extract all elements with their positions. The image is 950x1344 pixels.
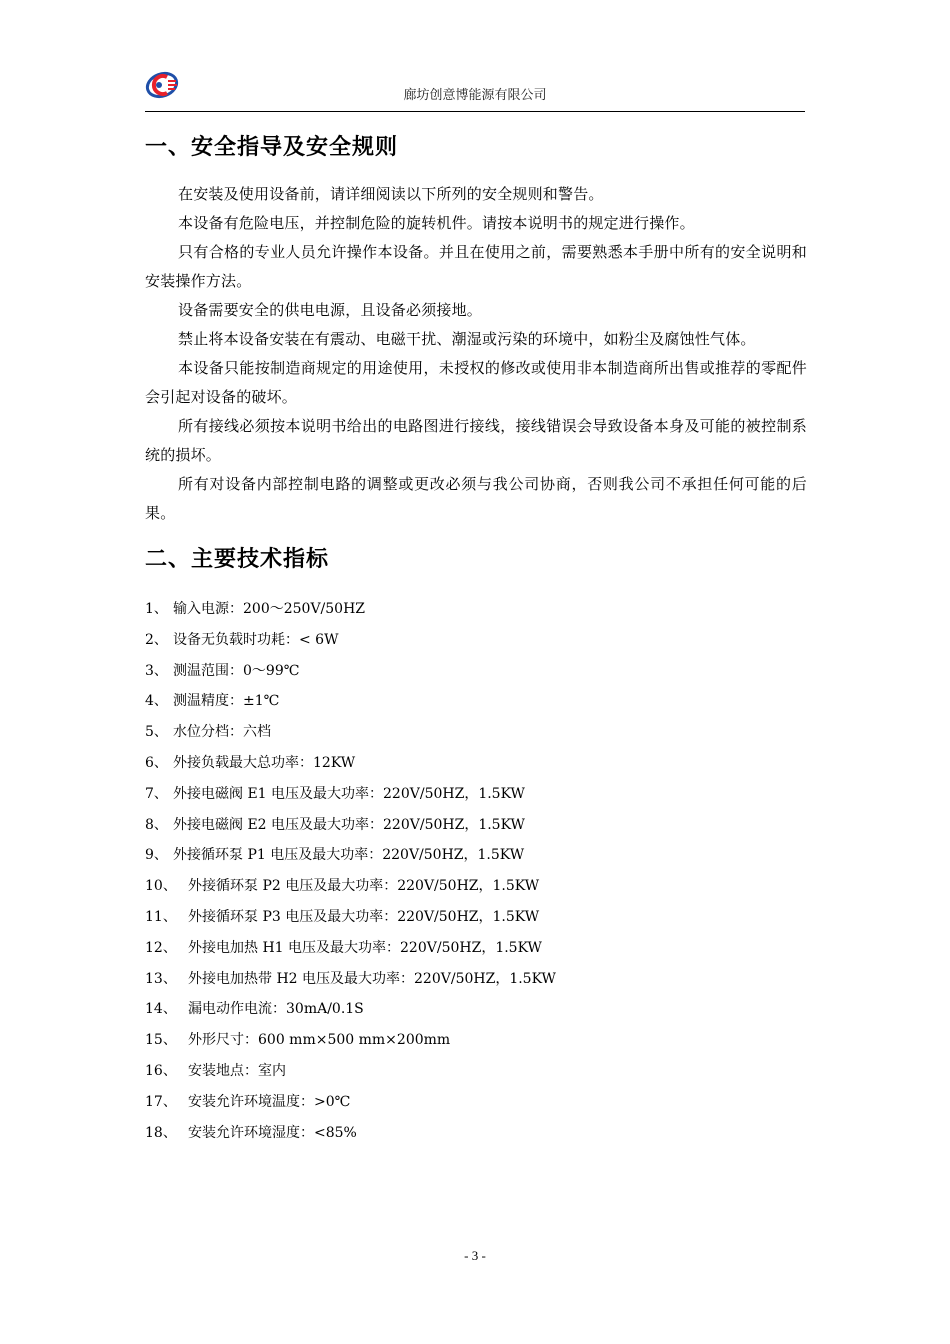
spec-text: 外接电加热 H1 电压及最大功率：220V/50HZ，1.5KW — [188, 939, 542, 956]
spec-item — [145, 686, 807, 717]
safety-rules — [145, 180, 807, 528]
safety-paragraph: 本设备有危险电压，并控制危险的旋转机件。请按本说明书的规定进行操作。 — [178, 214, 695, 232]
spec-item — [145, 717, 807, 748]
safety-paragraph: 所有接线必须按本说明书给出的电路图进行接线，接线错误会导致设备本身及可能的被控制系统的损坏。 — [145, 417, 807, 464]
spec-text: 外接负载最大总功率：12KW — [173, 754, 356, 771]
company-name: 廊坊创意博能源有限公司 — [403, 88, 547, 103]
spec-number: 6、 — [145, 754, 168, 771]
spec-number: 4、 — [145, 693, 168, 710]
header-divider — [145, 111, 805, 112]
spec-item — [145, 1118, 807, 1149]
spec-text: 外接循环泵 P2 电压及最大功率：220V/50HZ，1.5KW — [188, 878, 540, 895]
spec-text: 安装地点：室内 — [188, 1062, 286, 1079]
page-body — [145, 128, 807, 1164]
spec-item — [145, 748, 807, 779]
spec-number: 13、 — [145, 970, 177, 987]
spec-number: 3、 — [145, 662, 168, 679]
spec-text: 外接循环泵 P3 电压及最大功率：220V/50HZ，1.5KW — [188, 908, 540, 925]
safety-paragraph: 设备需要安全的供电电源，且设备必须接地。 — [178, 301, 483, 319]
spec-text: 安装允许环境温度：>0℃ — [188, 1093, 351, 1110]
spec-item — [145, 871, 807, 902]
spec-text: 水位分档：六档 — [173, 724, 271, 741]
spec-number: 15、 — [145, 1032, 177, 1049]
spec-text: 安装允许环境湿度：<85% — [188, 1124, 357, 1141]
spec-text: 输入电源：200～250V/50HZ — [173, 601, 366, 617]
spec-list — [145, 594, 807, 1148]
spec-number: 7、 — [145, 785, 168, 802]
spec-number: 17、 — [145, 1093, 177, 1110]
page-header — [145, 62, 805, 114]
spec-text: 测温范围：0～99℃ — [173, 662, 300, 679]
spec-text: 外形尺寸：600 mm×500 mm×200mm — [188, 1032, 451, 1049]
spec-item — [145, 810, 807, 841]
spec-text: 漏电动作电流：30mA/0.1S — [188, 1001, 364, 1018]
safety-paragraph: 禁止将本设备安装在有震动、电磁干扰、潮湿或污染的环境中，如粉尘及腐蚀性气体。 — [178, 330, 756, 348]
spec-number: 12、 — [145, 939, 177, 956]
spec-text: 外接电磁阀 E2 电压及最大功率：220V/50HZ，1.5KW — [173, 816, 525, 833]
spec-number: 2、 — [145, 631, 168, 648]
spec-item — [145, 779, 807, 810]
spec-text: 外接电加热带 H2 电压及最大功率：220V/50HZ，1.5KW — [188, 970, 556, 987]
safety-paragraph: 只有合格的专业人员允许操作本设备。并且在使用之前，需要熟悉本手册中所有的安全说明和安装操作方法。 — [145, 243, 807, 290]
spec-item — [145, 1025, 807, 1056]
spec-number: 18、 — [145, 1124, 177, 1141]
page-number: - 3 - — [464, 1248, 486, 1263]
spec-number: 16、 — [145, 1062, 177, 1079]
spec-text: 外接电磁阀 E1 电压及最大功率：220V/50HZ，1.5KW — [173, 785, 525, 802]
spec-item — [145, 1056, 807, 1087]
spec-number: 5、 — [145, 724, 168, 741]
spec-item — [145, 933, 807, 964]
spec-item — [145, 656, 807, 687]
spec-item — [145, 594, 807, 625]
spec-item — [145, 625, 807, 656]
safety-paragraph: 所有对设备内部控制电路的调整或更改必须与我公司协商，否则我公司不承担任何可能的后果。 — [145, 475, 807, 522]
spec-item — [145, 1087, 807, 1118]
spec-number: 1、 — [145, 601, 168, 617]
spec-number: 8、 — [145, 816, 168, 833]
spec-text: 设备无负载时功耗：< 6W — [173, 631, 339, 648]
spec-text: 测温精度：±1℃ — [173, 693, 280, 710]
safety-paragraph: 本设备只能按制造商规定的用途使用，未授权的修改或使用非本制造商所出售或推荐的零配件会引起对设备的破坏。 — [145, 359, 807, 406]
section1-title: 一、安全指导及安全规则 — [145, 135, 399, 160]
spec-item — [145, 994, 807, 1025]
section2-title: 二、主要技术指标 — [145, 547, 330, 572]
spec-text: 外接循环泵 P1 电压及最大功率：220V/50HZ，1.5KW — [173, 847, 525, 864]
spec-item — [145, 840, 807, 871]
spec-number: 9、 — [145, 847, 168, 864]
spec-number: 14、 — [145, 1001, 177, 1018]
spec-number: 10、 — [145, 878, 177, 895]
spec-item — [145, 902, 807, 933]
spec-number: 11、 — [145, 908, 177, 925]
safety-paragraph: 在安装及使用设备前，请详细阅读以下所列的安全规则和警告。 — [178, 185, 604, 203]
spec-item — [145, 964, 807, 995]
